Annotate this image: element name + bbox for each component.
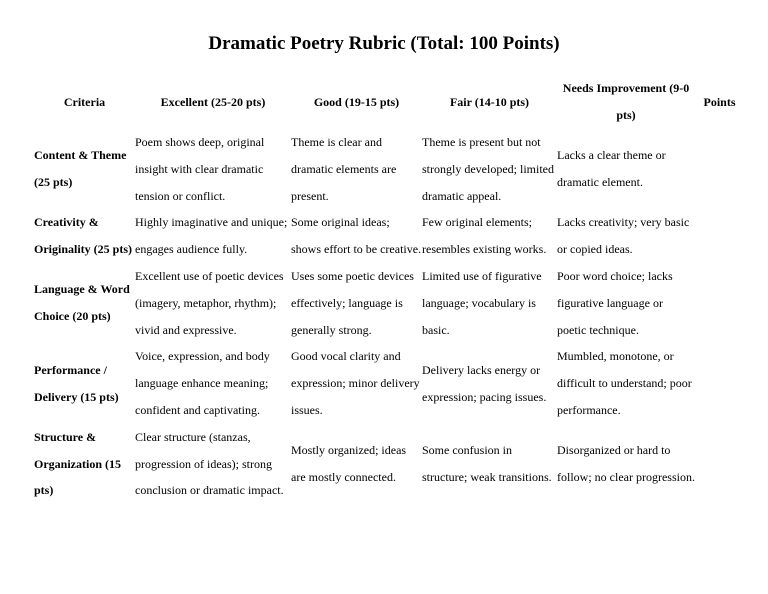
header-excellent: Excellent (25-20 pts) [160,94,266,109]
fair-cell: Some confusion in structure; weak transitions. [422,443,552,484]
criterion-cell: Creativity & Originality (25 pts) [34,215,132,257]
good-cell: Mostly organized; ideas are mostly connected. [291,443,407,484]
fair-cell: Limited use of figurative language; vocabulary is basic. [422,268,542,337]
criterion-cell: Performance / Delivery (15 pts) [34,362,119,404]
criterion-cell: Structure & Organization (15 pts) [34,429,121,498]
table-row [34,263,744,343]
good-cell: Uses some poetic devices effectively; language is generally strong. [291,268,414,337]
points-cell [695,343,744,423]
excellent-cell: Poem shows deep, original insight with clear dramatic tension or conflict. [135,135,265,203]
excellent-cell: Excellent use of poetic devices (imagery, metaphor, rhythm); vivid and expressive. [135,268,284,337]
points-cell [695,263,744,343]
header-row [34,75,744,129]
needs-improvement-cell: Lacks creativity; very basic or copied ideas. [557,215,690,257]
header-needs-improvement: Needs Improvement (9-0 pts) [562,81,690,122]
points-cell [695,209,744,263]
needs-improvement-cell: Disorganized or hard to follow; no clear progression. [557,443,695,484]
header-good: Good (19-15 pts) [313,94,400,109]
criterion-cell: Content & Theme (25 pts) [34,148,127,190]
table-row [34,129,744,209]
fair-cell: Delivery lacks energy or expression; pacing issues. [422,362,547,404]
excellent-cell: Clear structure (stanzas, progression of ideas); strong conclusion or dramatic impact. [135,429,284,498]
good-cell: Some original ideas; shows effort to be creative. [291,215,422,257]
excellent-cell: Voice, expression, and body language enhance meaning; confident and captivating. [135,349,270,417]
needs-improvement-cell: Lacks a clear theme or dramatic element. [557,148,666,190]
rubric-table [34,75,744,504]
points-cell [695,129,744,209]
header-fair: Fair (14-10 pts) [449,94,530,109]
page-title: Dramatic Poetry Rubric (Total: 100 Points) [208,33,560,54]
good-cell: Theme is clear and dramatic elements are present. [291,135,397,203]
table-row [34,209,744,263]
good-cell: Good vocal clarity and expression; minor delivery issues. [291,349,420,417]
needs-improvement-cell: Poor word choice; lacks figurative language or poetic technique. [557,268,673,337]
header-points: Points [703,94,736,109]
needs-improvement-cell: Mumbled, monotone, or difficult to understand; poor performance. [557,349,692,417]
table-row [34,343,744,423]
table-row [34,424,744,504]
criterion-cell: Language & Word Choice (20 pts) [34,282,130,324]
header-criteria: Criteria [63,94,106,109]
excellent-cell: Highly imaginative and unique; engages audience fully. [135,215,288,257]
points-cell [695,424,744,504]
fair-cell: Theme is present but not strongly developed; limited dramatic appeal. [422,135,554,203]
fair-cell: Few original elements; resembles existing works. [422,215,547,257]
